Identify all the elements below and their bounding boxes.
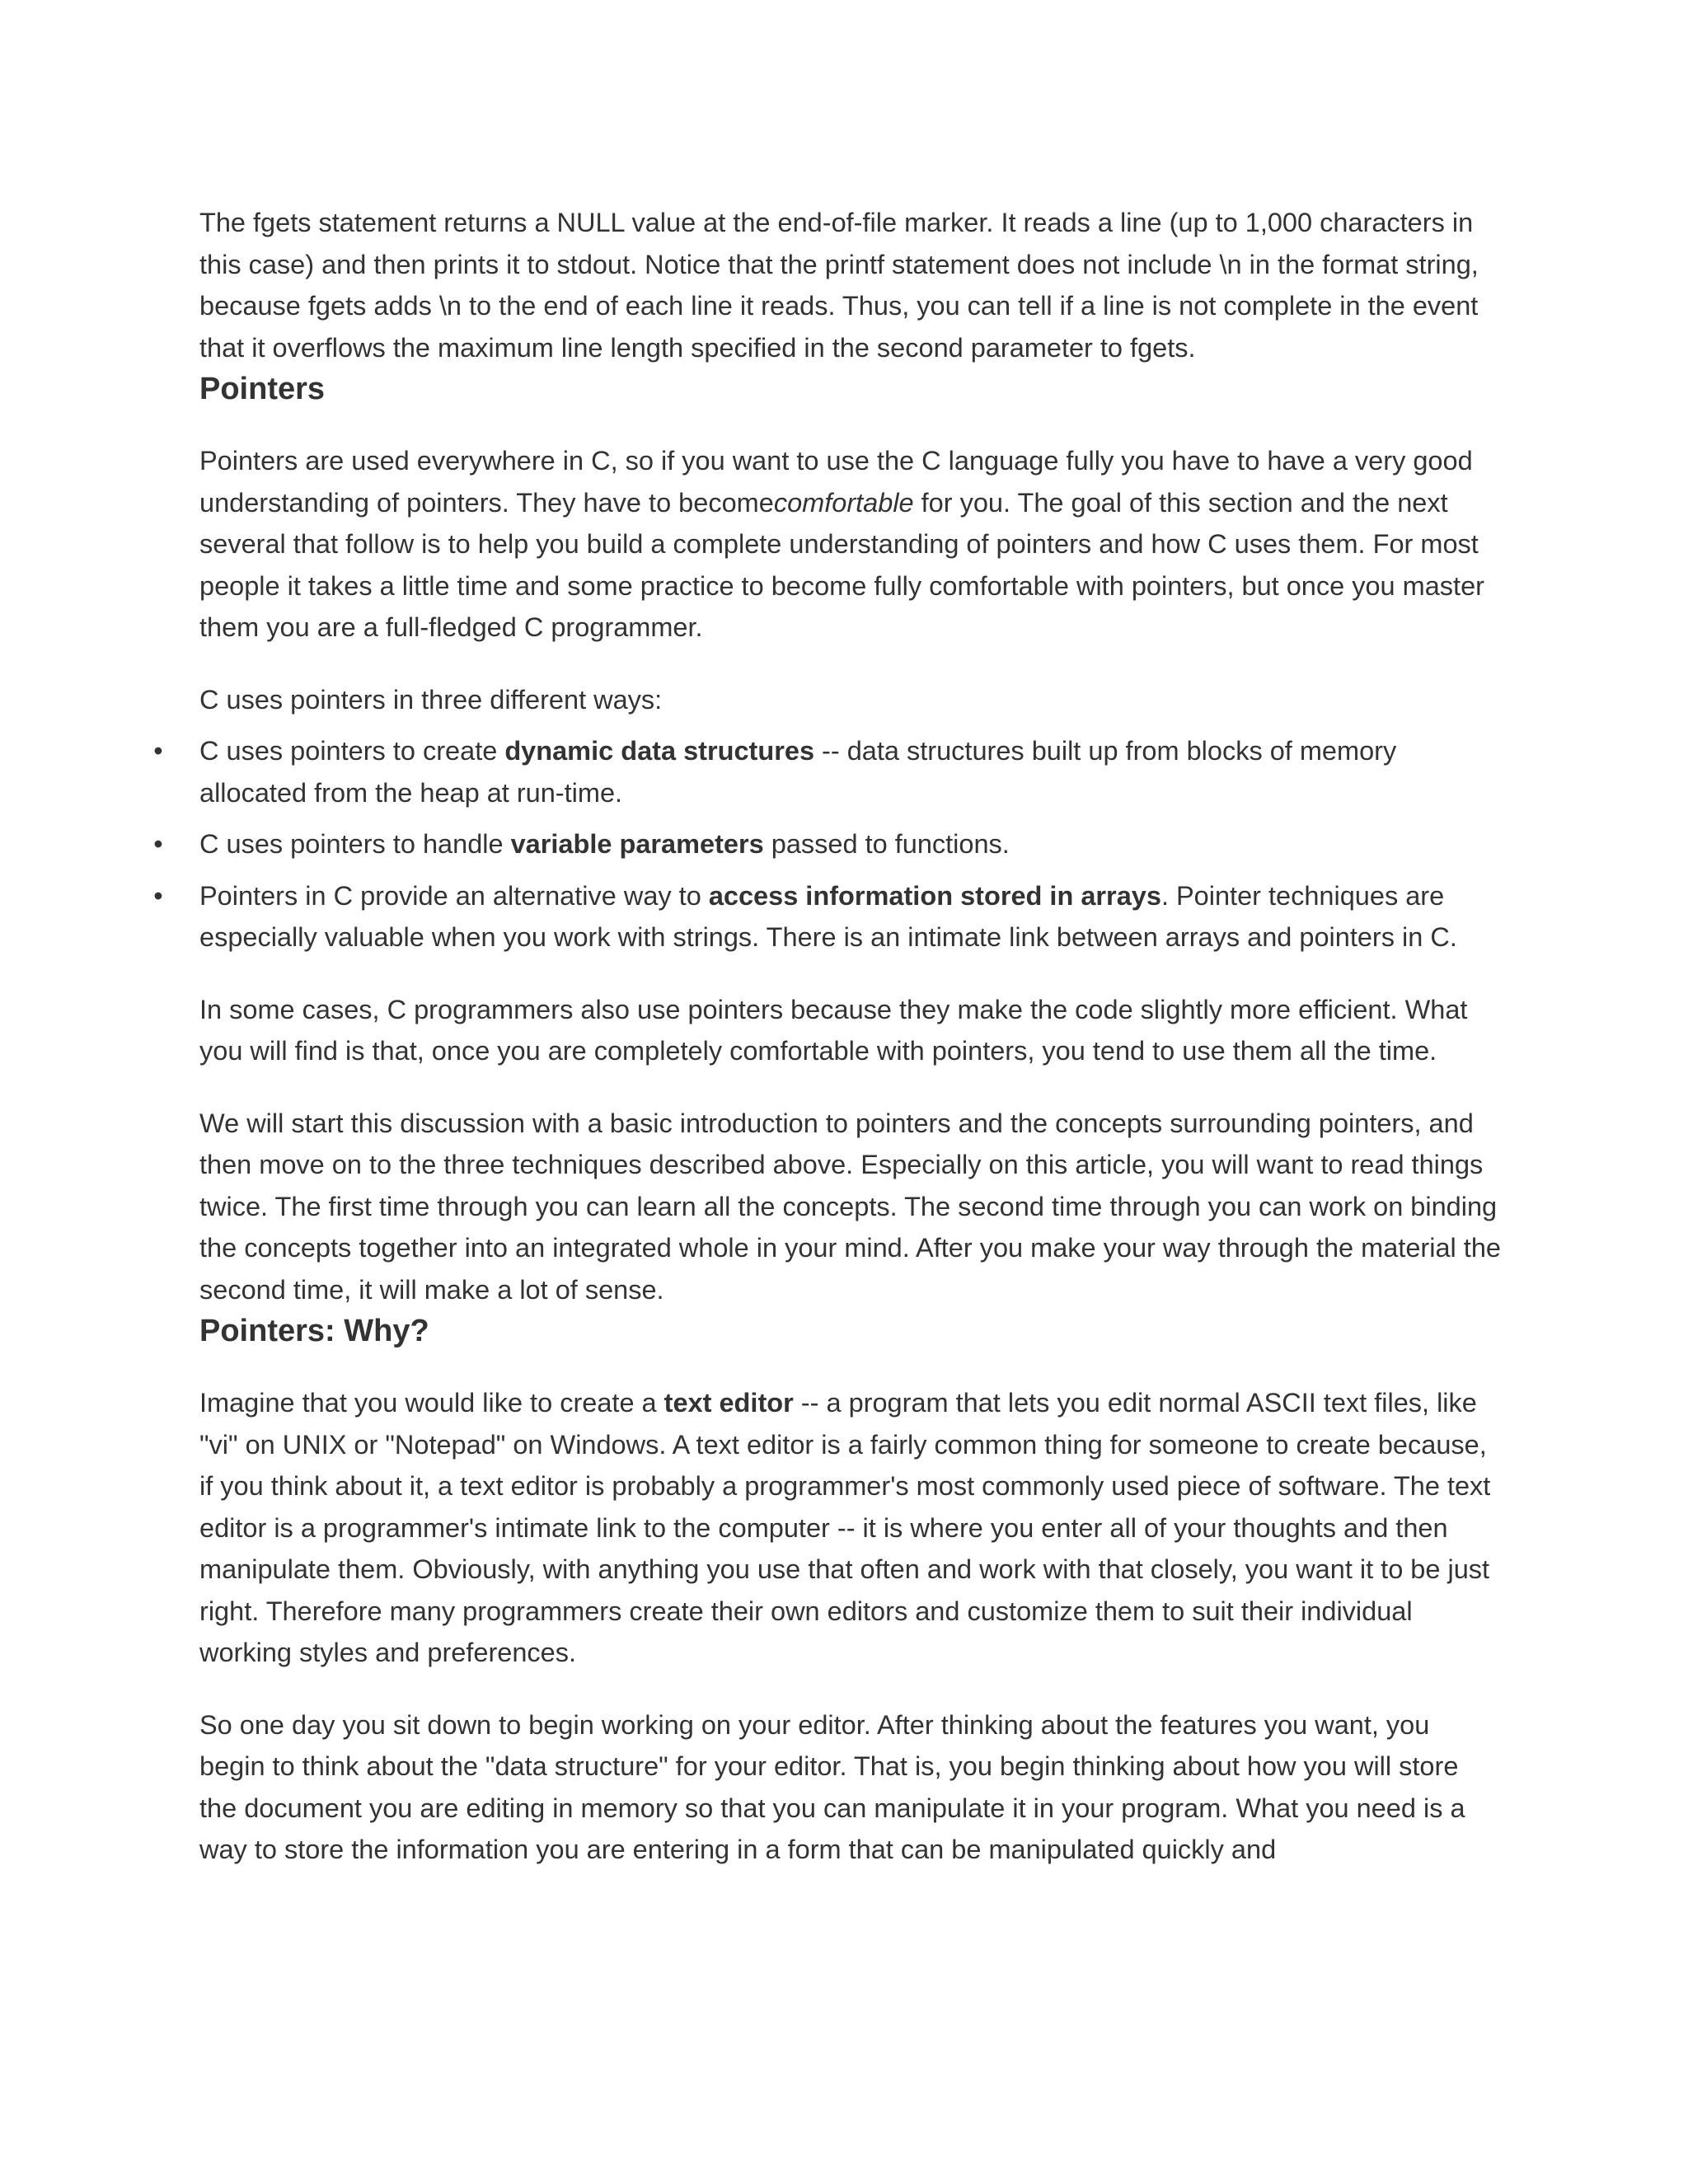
list-item-text: C uses pointers to create	[199, 736, 505, 766]
paragraph-text-editor-part2: -- a program that lets you edit normal ASCII text files, like "vi" on UNIX or "Notepad" on Windows. A text editor is a fairly common thing for someone to create because, if you think about it, a text editor is probably a programmer's most commonly used piece of software. The text editor is a programmer's intimate link to the computer -- it is where you enter all of your thoughts and then manipulate them. Obviously, with anything you use that often and work with that closely, you want it to be just right. Therefore many programmers create their own editors and customize them to suit their individual working styles and preferences.	[199, 1388, 1491, 1667]
emphasis-comfortable: comfortable	[773, 487, 914, 518]
paragraph-text-editor	[199, 1382, 1502, 1674]
bullet-marker: •	[153, 829, 163, 859]
bullet-marker: •	[153, 880, 163, 911]
list-item-text: -- data structures built up from blocks of memory allocated from the heap at run-time.	[199, 736, 1397, 808]
list-item	[153, 730, 1502, 813]
paragraph-three-ways: C uses pointers in three different ways:	[199, 684, 663, 715]
heading-pointers: Pointers	[199, 372, 326, 406]
bullet-marker: •	[153, 736, 163, 766]
paragraph-pointers-intro-part2: for you. The goal of this section and the next several that follow is to help you build a complete understanding of pointers and how C uses them. For most people it takes a little time and some practice to become fully comfortable with pointers, but once you master them you are a full-fledged C programmer.	[199, 487, 1484, 642]
document-body	[153, 202, 1502, 1871]
list-item	[153, 875, 1502, 958]
bold-text-editor: text editor	[663, 1388, 794, 1418]
list-item-text: C uses pointers to handle	[199, 829, 511, 859]
paragraph-discussion: We will start this discussion with a basic introduction to pointers and the concepts surrounding pointers, and then move on to the three techniques described above. Especially on this article, you will want to read things twice. The first time through you can learn all the concepts. The second time through you can work on binding the concepts together into an integrated whole in your mind. After you make your way through the material the second time, it will make a lot of sense.	[199, 1108, 1501, 1305]
list-item	[153, 823, 1502, 865]
list-item-text: . Pointer techniques are especially valuable when you work with strings. There is an intimate link between arrays and pointers in C.	[199, 880, 1457, 952]
list-item-text: Pointers in C provide an alternative way to	[199, 880, 709, 911]
list-item-bold: access information stored in arrays	[708, 880, 1161, 911]
paragraph-one-day: So one day you sit down to begin working on your editor. After thinking about the features you want, you begin to think about the "data structure" for your editor. That is, you begin thinking about how you will store the document you are editing in memory so that you can manipulate it in your program. What you need is a way to store the information you are entering in a form that can be manipulated quickly and	[199, 1709, 1465, 1864]
paragraph-efficient: In some cases, C programmers also use pointers because they make the code slightly more efficient. What you will find is that, once you are completely comfortable with pointers, you tend to use them all the time.	[199, 994, 1468, 1066]
list-item-text: passed to functions.	[763, 829, 1010, 859]
paragraph-pointers-intro-part1: Pointers are used everywhere in C, so if you want to use the C language fully you have to have a very good understanding of pointers. They have to become	[199, 446, 1473, 518]
paragraph-text-editor-part1: Imagine that you would like to create a	[199, 1388, 664, 1418]
heading-pointers-why: Pointers: Why?	[199, 1314, 429, 1348]
bullet-list-uses	[153, 730, 1502, 958]
paragraph-fgets: The fgets statement returns a NULL value at the end-of-file marker. It reads a line (up to 1,000 characters in this case) and then prints it to stdout. Notice that the printf statement does not include \n in the format string, because fgets adds \n to the end of each line it reads. Thus, you can tell if a line is not complete in the event that it overflows the maximum line length specified in the second parameter to fgets.	[199, 208, 1479, 363]
paragraph-pointers-intro	[199, 440, 1502, 649]
list-item-bold: dynamic data structures	[504, 736, 815, 766]
list-item-bold: variable parameters	[510, 829, 764, 859]
